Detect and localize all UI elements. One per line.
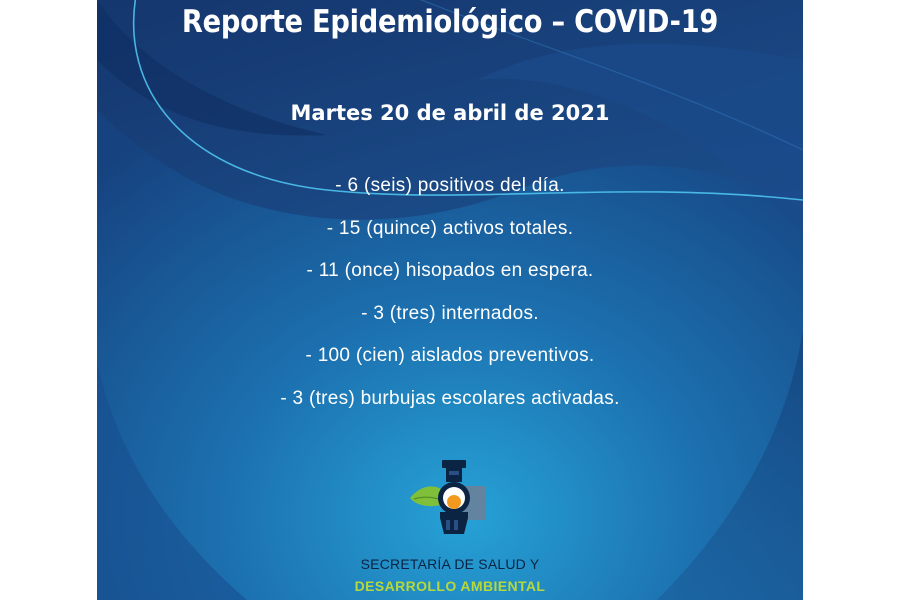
stat-school-bubbles: - 3 (tres) burbujas escolares activadas. <box>280 387 620 409</box>
covid-report-poster <box>97 0 803 600</box>
stat-active-total: - 15 (quince) activos totales. <box>326 217 574 239</box>
report-title: Reporte Epidemiológico – COVID-19 <box>181 4 719 40</box>
report-stats-list <box>97 172 803 427</box>
stat-hospitalized: - 3 (tres) internados. <box>361 302 539 324</box>
org-name-line-1: SECRETARÍA DE SALUD Y <box>360 556 540 572</box>
report-date: Martes 20 de abril de 2021 <box>290 101 610 125</box>
stat-preventive-isolated: - 100 (cien) aislados preventivos. <box>305 345 595 366</box>
org-name-line-2: DESARROLLO AMBIENTAL <box>354 578 546 594</box>
stat-positives-today: - 6 (seis) positivos del día. <box>335 175 565 196</box>
stat-swabs-pending: - 11 (once) hisopados en espera. <box>306 260 594 281</box>
locomotive-leaf-logo-icon <box>406 458 496 548</box>
